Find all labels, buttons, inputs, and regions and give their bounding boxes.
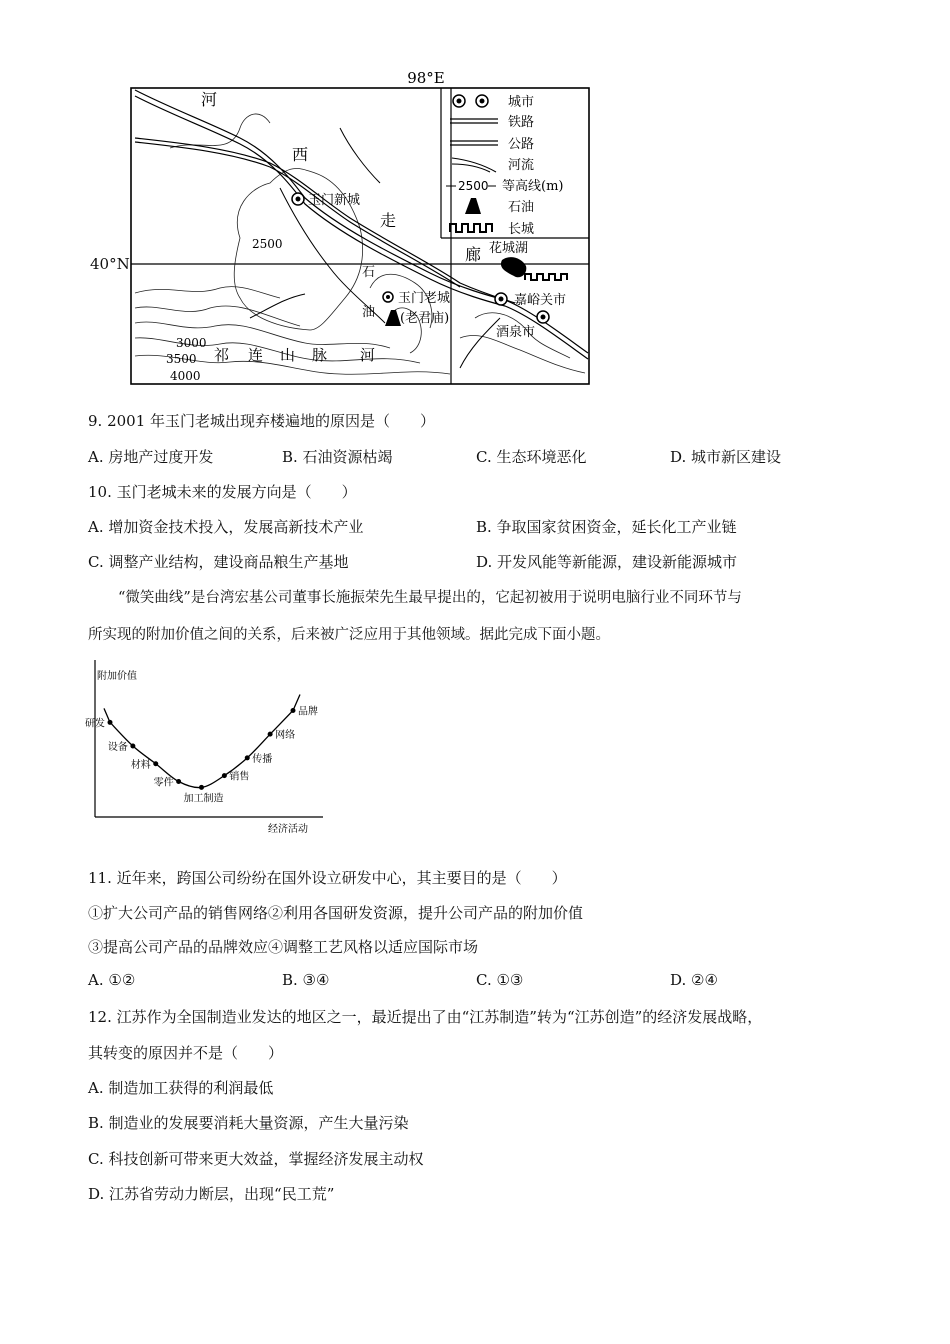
q9-option-d[interactable]: D. 城市新区建设: [670, 448, 782, 466]
q11-option-a[interactable]: A. ①②: [88, 971, 136, 989]
legend-great-wall: 长城: [508, 222, 535, 237]
smile-point-label-2: 设备: [107, 742, 128, 753]
contour-4000-label: 4000: [170, 369, 201, 383]
smile-point-label-6: 销售: [229, 771, 250, 783]
legend-highway: 公路: [508, 137, 535, 152]
longitude-label: 98°E: [407, 69, 445, 87]
place-yumen-new: 玉门新城: [308, 193, 361, 208]
smile-point-3: [153, 761, 158, 766]
latitude-label: 40°N: [90, 255, 130, 273]
q9-stem: 9. 2001 年玉门老城出现弃楼遍地的原因是（ ）: [88, 412, 436, 430]
oil-label-2: 油: [362, 305, 376, 320]
city-yumen-old: [383, 292, 393, 302]
smile-curve-chart: [85, 655, 338, 840]
q11-stem: 11. 近年来，跨国公司纷纷在国外设立研发中心，其主要目的是（ ）: [88, 869, 567, 887]
city-jiayuguan: [495, 293, 507, 305]
mountain-label-1: 祁: [214, 346, 230, 364]
smile-point-label-8: 网络: [275, 730, 296, 742]
mountain-label-3: 山: [280, 346, 296, 364]
mountain-label-4: 脉: [312, 346, 328, 364]
intro-line-2: 所实现的附加价值之间的关系，后来被广泛应用于其他领域。据此完成下面小题。: [88, 627, 610, 643]
contour-3500-label: 3500: [166, 352, 197, 366]
smile-point-label-3: 材料: [130, 759, 151, 771]
x-axis-label: 经济活动: [268, 824, 308, 835]
smile-curve-line: [104, 695, 300, 788]
smile-point-9: [291, 708, 296, 713]
q11-item-1: ①扩大公司产品的销售网络②利用各国研发资源，提升公司产品的附加价值: [88, 904, 584, 922]
q11-option-c[interactable]: C. ①③: [476, 971, 524, 989]
smile-point-5: [199, 785, 204, 790]
legend-contour: 等高线(m): [502, 179, 564, 194]
river-label: 河: [360, 346, 376, 364]
city-yumen-new: [292, 193, 304, 205]
legend-contour-sample: 2500: [458, 179, 489, 193]
region-label-he: 河: [201, 90, 218, 109]
smile-point-label-7: 传播: [252, 753, 273, 765]
contour-3000-label: 3000: [176, 336, 207, 350]
yumen-map: [130, 68, 590, 386]
q12-option-a[interactable]: A. 制造加工获得的利润最低: [88, 1079, 274, 1097]
smile-point-label-1: 研发: [85, 718, 105, 730]
q9-option-c[interactable]: C. 生态环境恶化: [476, 448, 587, 466]
smile-point-6: [222, 773, 227, 778]
q12-option-b[interactable]: B. 制造业的发展要消耗大量资源，产生大量污染: [88, 1114, 409, 1132]
place-jiayuguan: 嘉峪关市: [514, 293, 567, 308]
region-label-zou: 走: [380, 211, 397, 230]
region-label-lang: 廊: [465, 245, 482, 264]
q11-item-2: ③提高公司产品的品牌效应④调整工艺风格以适应国际市场: [88, 938, 479, 956]
q12-stem-line-2: 其转变的原因并不是（ ）: [88, 1044, 284, 1062]
smile-point-1: [108, 720, 113, 725]
q12-option-d[interactable]: D. 江苏省劳动力断层，出现“民工荒”: [88, 1185, 335, 1203]
smile-point-label-5: 加工制造: [183, 793, 224, 805]
place-jiuquan: 酒泉市: [496, 325, 536, 340]
smile-point-2: [130, 744, 135, 749]
city-jiuquan: [537, 311, 549, 323]
intro-line-1: “微笑曲线”是台湾宏基公司董事长施振荣先生最早提出的，它起初被用于说明电脑行业不同环节与: [118, 590, 742, 606]
q10-option-d[interactable]: D. 开发风能等新能源，建设新能源城市: [476, 553, 738, 571]
mountain-label-2: 连: [248, 346, 264, 364]
smile-point-7: [245, 755, 250, 760]
legend-oil: 石油: [508, 200, 535, 215]
q11-option-d[interactable]: D. ②④: [670, 971, 718, 989]
place-laojun: (老君庙): [400, 311, 450, 326]
smile-point-label-9: 品牌: [298, 706, 318, 718]
legend-river: 河流: [508, 158, 535, 173]
smile-curve-svg: [85, 655, 338, 840]
q10-option-b[interactable]: B. 争取国家贫困资金，延长化工产业链: [476, 518, 737, 536]
q10-stem: 10. 玉门老城未来的发展方向是（ ）: [88, 483, 357, 501]
q12-option-c[interactable]: C. 科技创新可带来更大效益，掌握经济发展主动权: [88, 1150, 424, 1168]
q12-stem-line-1: 12. 江苏作为全国制造业发达的地区之一，最近提出了由“江苏制造”转为“江苏创造”的经济发展战略，: [88, 1008, 763, 1026]
y-axis-label: 附加价值: [97, 671, 137, 682]
legend-city: 城市: [508, 95, 535, 110]
q9-option-b[interactable]: B. 石油资源枯竭: [282, 448, 393, 466]
q11-option-b[interactable]: B. ③④: [282, 971, 330, 989]
smile-point-label-4: 零件: [153, 777, 174, 789]
q10-option-a[interactable]: A. 增加资金技术投入，发展高新技术产业: [88, 518, 364, 536]
q10-option-c[interactable]: C. 调整产业结构，建设商品粮生产基地: [88, 553, 349, 571]
place-yumen-old: 玉门老城: [398, 291, 451, 306]
map-svg: [130, 68, 590, 386]
region-label-xi: 西: [292, 145, 309, 164]
contour-2500-label: 2500: [252, 237, 283, 251]
legend-railway: 铁路: [508, 115, 535, 130]
smile-point-8: [268, 732, 273, 737]
place-huacheng-lake: 花城湖: [489, 241, 529, 256]
smile-point-4: [176, 779, 181, 784]
q9-option-a[interactable]: A. 房地产过度开发: [88, 448, 214, 466]
oil-label-1: 石: [362, 265, 376, 280]
